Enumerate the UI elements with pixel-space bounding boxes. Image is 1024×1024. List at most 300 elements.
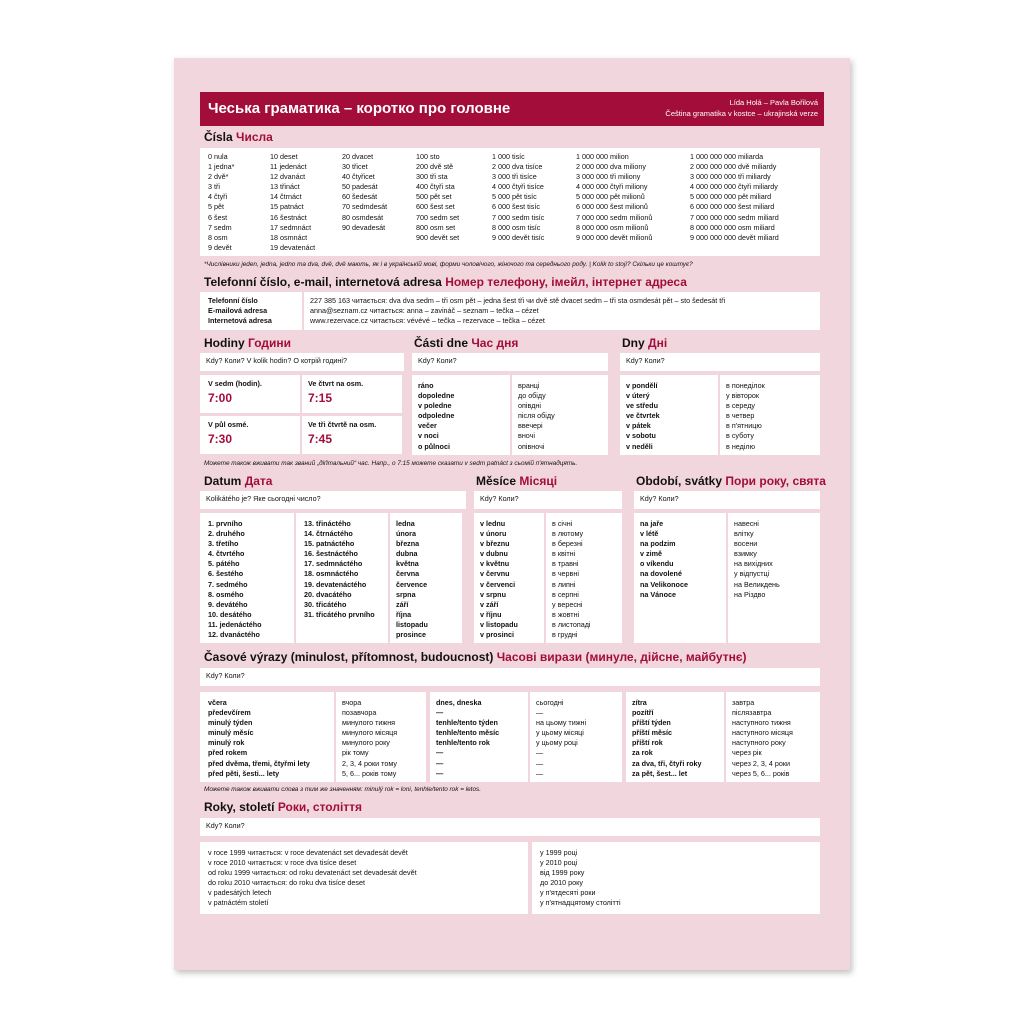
months-uk (552, 519, 591, 640)
list-item: v sobotu (626, 431, 656, 441)
seasons-heading-uk: Пори року, свята (725, 474, 826, 488)
list-item: у п'ятдесяті роки (540, 888, 596, 898)
list-item: взимку (734, 549, 757, 559)
list-item: 10 deset (270, 152, 298, 161)
days-heading (622, 336, 667, 350)
list-item: 4 čtyři (208, 192, 228, 202)
list-item: února (396, 529, 416, 539)
list-item: 11 jedenáct (270, 162, 307, 172)
list-item: na jaře (640, 519, 664, 528)
list-item: 3 tři (208, 182, 220, 192)
list-item: v neděli (626, 441, 653, 451)
list-item: в квітні (552, 549, 576, 559)
list-item: — (536, 768, 544, 778)
list-item: 16. šestnáctého (304, 549, 358, 559)
list-item: včera (208, 698, 227, 707)
list-item: 5 000 pět tisíc (492, 192, 537, 202)
list-item: — (436, 768, 444, 778)
list-item: 15 patnáct (270, 202, 304, 212)
dayparts-question: Kdy? Коли? (412, 353, 608, 371)
list-item: 90 devadesát (342, 222, 386, 232)
list-item: v lednu (480, 519, 506, 528)
list-item: v létě (640, 529, 659, 539)
list-item: 1 000 000 000 miliarda (690, 152, 764, 161)
dates-heading-cz: Datum (204, 474, 242, 488)
list-item: — (436, 758, 444, 768)
numbers-col (270, 152, 315, 253)
dates-col3 (396, 519, 428, 640)
list-item: 900 devět set (416, 232, 460, 242)
months-heading-uk: Місяці (519, 474, 558, 488)
list-item: 17 sedmnáct (270, 222, 312, 232)
months-question: Kdy? Коли? (474, 491, 622, 509)
list-item: předevčírem (208, 708, 251, 718)
sheet-authors (665, 97, 818, 119)
timeexpr-future-cz (632, 698, 702, 779)
list-item: 600 šest set (416, 202, 455, 212)
list-item: na dovolené (640, 569, 682, 579)
list-item: 9. devátého (208, 599, 248, 609)
dates-col1 (208, 519, 262, 640)
list-item: у п'ятнадцятому столітті (540, 898, 621, 908)
list-item: 1 000 000 milion (576, 152, 629, 161)
list-item: на цьому тижні (536, 718, 587, 728)
list-item: listopadu (396, 619, 428, 629)
list-item: večer (418, 421, 437, 431)
years-heading (204, 800, 362, 814)
list-item: від 1999 року (540, 868, 585, 878)
list-item: до 2010 року (540, 878, 583, 888)
list-item: через 2, 3, 4 роки (732, 758, 791, 768)
book-line: Čeština gramatika v kostce – ukrajinská verze (665, 109, 818, 118)
months-heading-cz: Měsíce (476, 474, 517, 488)
list-item: minulý týden (208, 718, 253, 728)
list-item: — (436, 748, 444, 758)
list-item: pozítří (632, 708, 654, 718)
list-item: наступного року (732, 738, 786, 748)
dates-heading-uk: Дата (244, 474, 273, 488)
list-item: через рік (732, 748, 762, 758)
days-heading-uk: Дні (648, 336, 668, 350)
list-item: 30 třicet (342, 162, 368, 172)
list-item: června (396, 569, 420, 579)
phone-values-box (304, 292, 820, 330)
list-item: 6 000 000 000 šest miliard (690, 202, 775, 212)
list-item: 1 000 tisíc (492, 152, 525, 161)
list-item: 2 000 000 dva miliony (576, 162, 646, 172)
list-item: v dubnu (480, 549, 508, 559)
list-item: ve středu (626, 401, 658, 411)
timeexpr-future-uk-box (726, 692, 820, 782)
list-item: наступного тижня (732, 718, 791, 728)
list-item: v roce 2010 читається: v roce dva tisíce deset (208, 858, 357, 868)
hours-heading-uk: Години (248, 336, 292, 350)
dayparts-uk (518, 381, 555, 452)
list-item: 3 000 000 000 tři miliardy (690, 172, 771, 182)
list-item: 15. patnáctého (304, 539, 355, 549)
list-item: tenhle/tento měsíc (436, 728, 500, 738)
list-item: minulý rok (208, 738, 245, 748)
list-item: 4 000 000 čtyři miliony (576, 182, 648, 192)
list-item: в серпні (552, 589, 579, 599)
list-item: — (436, 708, 444, 718)
list-item: 13 třináct (270, 182, 300, 192)
list-item: в червні (552, 569, 579, 579)
years-cz (208, 848, 417, 909)
dates-question: Kolikátého je? Яке сьогодні число? (200, 491, 466, 509)
list-item: 8 000 000 osm milionů (576, 222, 649, 232)
list-item: 8 000 osm tisíc (492, 222, 541, 232)
numbers-heading (204, 130, 273, 144)
list-item: восени (734, 539, 758, 549)
list-item: 6 000 000 šest milionů (576, 202, 648, 212)
list-item: 9 000 devět tisíc (492, 232, 545, 242)
list-item: ráno (418, 381, 434, 390)
list-item: července (396, 579, 428, 589)
list-item: 5 000 000 pět milionů (576, 192, 645, 202)
list-item: v poledne (418, 401, 452, 411)
timeexpr-past-cz (208, 698, 310, 779)
hours-cell-time: 7:30 (208, 432, 233, 446)
list-item: 40 čtyřicet (342, 172, 375, 182)
list-item: 5, 6... років тому (342, 768, 397, 778)
list-item: вранці (518, 381, 540, 390)
phone-labels-box (200, 292, 302, 330)
days-uk (726, 381, 765, 452)
list-item: 9 devět (208, 242, 232, 252)
timeexpr-present-cz-box (430, 692, 528, 782)
seasons-heading (636, 474, 826, 488)
list-item: v květnu (480, 559, 510, 569)
list-item: в січні (552, 519, 573, 528)
list-item: після обіду (518, 411, 555, 421)
list-item: Internetová adresa (208, 316, 272, 326)
list-item: příští týden (632, 718, 671, 728)
list-item: v srpnu (480, 589, 506, 599)
months-uk-box (546, 513, 622, 643)
list-item: v únoru (480, 529, 507, 539)
list-item: в листопаді (552, 619, 591, 629)
list-item: 2 000 000 000 dvě miliardy (690, 162, 777, 172)
list-item: Telefonní číslo (208, 296, 258, 305)
list-item: вночі (518, 431, 535, 441)
list-item: v prosinci (480, 630, 514, 640)
list-item: minulý měsíc (208, 728, 254, 738)
numbers-box (200, 148, 820, 256)
list-item: 3 000 000 tři miliony (576, 172, 641, 182)
dayparts-heading-cz: Části dne (414, 336, 469, 350)
list-item: у цьому місяці (536, 728, 584, 738)
list-item: 4 000 000 000 čtyři miliardy (690, 182, 778, 192)
sheet-header (200, 92, 824, 126)
list-item: příští měsíc (632, 728, 672, 738)
list-item: минулого місяця (342, 728, 398, 738)
author-line: Lída Holá – Pavla Bořilová (729, 98, 818, 107)
timeexpr-heading-uk: Часові вирази (минуле, дійсне, майбутнє) (496, 650, 747, 664)
list-item: na Velikonoce (640, 579, 688, 589)
list-item: 7 sedm (208, 222, 232, 232)
list-item: на Великдень (734, 579, 780, 589)
list-item: 14. čtrnáctého (304, 529, 353, 539)
list-item: v pondělí (626, 381, 658, 390)
list-item: 30. třicátého (304, 599, 347, 609)
hours-cell (200, 416, 300, 454)
list-item: odpoledne (418, 411, 455, 421)
list-item: v září (480, 599, 499, 609)
dates-heading (204, 474, 272, 488)
dayparts-uk-box (512, 375, 608, 455)
list-item: в березні (552, 539, 583, 549)
list-item: 14 čtrnáct (270, 192, 302, 202)
list-item: в четвер (726, 411, 755, 421)
hours-cell-time: 7:00 (208, 391, 233, 405)
list-item: 20. dvacátého (304, 589, 352, 599)
numbers-col (416, 152, 459, 243)
list-item: навесні (734, 519, 759, 528)
list-item: za rok (632, 748, 653, 758)
list-item: od roku 1999 читається: od roku devatenáct set devadesát devět (208, 868, 417, 878)
timeexpr-question: Kdy? Коли? (200, 668, 820, 686)
hours-question: Kdy? Коли? V kolik hodin? О котрій годині? (200, 353, 404, 371)
sheet-title: Чеська граматика – коротко про головне (208, 100, 511, 117)
list-item: anna@seznam.cz читається: anna – zavináč – seznam – tečka – cézet (310, 306, 539, 316)
list-item: в суботу (726, 431, 755, 441)
list-item: в грудні (552, 630, 578, 640)
list-item: 13. třináctého (304, 519, 351, 528)
list-item: 8 osm (208, 232, 228, 242)
years-question: Kdy? Коли? (200, 818, 820, 836)
list-item: в липні (552, 579, 576, 589)
list-item: 12 dvanáct (270, 172, 306, 182)
list-item: влітку (734, 529, 754, 539)
list-item: 2 dvě* (208, 172, 229, 182)
hours-cell (302, 375, 402, 413)
timeexpr-present-uk (536, 698, 586, 779)
list-item: через 5, 6... років (732, 768, 790, 778)
grammar-sheet (174, 58, 850, 970)
days-cz (626, 381, 660, 452)
dayparts-cz (418, 381, 454, 452)
list-item: prosince (396, 630, 426, 640)
list-item: — (536, 748, 544, 758)
list-item: 20 dvacet (342, 152, 374, 161)
phone-heading-uk: Номер телефону, імейл, інтернет адреса (445, 275, 687, 289)
list-item: www.rezervace.cz читається: vévévé – tečka – rezervace – tečka – cézet (310, 316, 545, 326)
years-heading-cz: Roky, století (204, 800, 275, 814)
dayparts-heading-uk: Час дня (471, 336, 519, 350)
hours-heading (204, 336, 291, 350)
hours-cell-label: V sedm (hodin). (208, 379, 262, 388)
list-item: 7 000 000 000 sedm miliard (690, 212, 779, 222)
list-item: v roce 1999 читається: v roce devatenáct set devadesát devět (208, 848, 408, 857)
days-question: Kdy? Коли? (620, 353, 820, 371)
list-item: v patnáctém století (208, 898, 269, 908)
time-note: Можете також вживати так званий „діґітальний“ час. Напр., о 7:15 можете сказати v sedm patnáct з сьомій п'ятнадцять. (204, 460, 578, 467)
list-item: 50 padesát (342, 182, 378, 192)
hours-cell-label: Ve tři čtvrtě na osm. (308, 420, 377, 429)
list-item: příští rok (632, 738, 663, 748)
list-item: 2, 3, 4 роки тому (342, 758, 397, 768)
list-item: 500 pět set (416, 192, 452, 202)
list-item: v pátek (626, 421, 651, 431)
list-item: 6. šestého (208, 569, 244, 579)
list-item: E-mailová adresa (208, 306, 268, 316)
timeexpr-note: Можете також вживати слова з тим же значенням: minulý rok = loni, tenhle/tento rok = letos. (204, 786, 481, 793)
list-item: zítra (632, 698, 647, 707)
list-item: в понеділок (726, 381, 765, 390)
months-cz-box (474, 513, 544, 643)
list-item: у 2010 році (540, 858, 578, 868)
months-cz (480, 519, 518, 640)
list-item: v padesátých letech (208, 888, 272, 898)
list-item: v zimě (640, 549, 662, 559)
seasons-heading-cz: Období, svátky (636, 474, 723, 488)
seasons-uk-box (728, 513, 820, 643)
list-item: ledna (396, 519, 415, 528)
years-uk (540, 848, 621, 909)
list-item: 700 sedm set (416, 212, 460, 222)
dayparts-cz-box (412, 375, 510, 455)
list-item: 70 sedmdesát (342, 202, 388, 212)
timeexpr-heading-cz: Časové výrazy (minulost, přítomnost, budoucnost) (204, 650, 494, 664)
list-item: tenhle/tento týden (436, 718, 498, 728)
hours-cell-label: Ve čtvrt na osm. (308, 379, 364, 388)
seasons-cz-box (634, 513, 726, 643)
list-item: 5 pět (208, 202, 224, 212)
timeexpr-heading (204, 650, 746, 664)
timeexpr-future-cz-box (626, 692, 724, 782)
seasons-cz (640, 519, 688, 600)
days-heading-cz: Dny (622, 336, 645, 350)
hours-heading-cz: Hodiny (204, 336, 245, 350)
list-item: za pět, šest... let (632, 768, 688, 778)
timeexpr-past-cz-box (200, 692, 334, 782)
list-item: в жовтні (552, 609, 580, 619)
list-item: в лютому (552, 529, 584, 539)
seasons-uk (734, 519, 780, 600)
list-item: рік тому (342, 748, 369, 758)
list-item: v listopadu (480, 619, 518, 629)
list-item: v úterý (626, 391, 650, 401)
list-item: tenhle/tento rok (436, 738, 490, 748)
list-item: 18. osmnáctého (304, 569, 359, 579)
list-item: května (396, 559, 419, 569)
list-item: 9 000 000 000 devět miliard (690, 232, 779, 242)
list-item: у цьому році (536, 738, 578, 748)
list-item: 12. dvanáctého (208, 630, 260, 640)
list-item: října (396, 609, 412, 619)
list-item: 60 šedesát (342, 192, 378, 202)
list-item: сьогодні (536, 698, 564, 707)
numbers-heading-uk: Числа (236, 130, 273, 144)
list-item: до обіду (518, 391, 546, 401)
list-item: o půlnoci (418, 441, 450, 451)
list-item: před rokem (208, 748, 248, 758)
list-item: 4 000 čtyři tisíce (492, 182, 544, 192)
list-item: 3 000 tři tisíce (492, 172, 537, 182)
list-item: у вересні (552, 599, 583, 609)
years-cz-box (200, 842, 528, 914)
list-item: опівночі (518, 441, 545, 451)
list-item: do roku 2010 читається: do roku dva tisíce deset (208, 878, 366, 888)
list-item: 800 osm set (416, 222, 456, 232)
list-item: у 1999 році (540, 848, 578, 857)
list-item: dnes, dneska (436, 698, 482, 707)
list-item: в неділю (726, 441, 755, 451)
list-item: 1. prvního (208, 519, 243, 528)
list-item: 6 šest (208, 212, 228, 222)
timeexpr-past-uk-box (336, 692, 426, 782)
hours-cell (302, 416, 402, 454)
list-item: — (536, 708, 544, 718)
list-item: září (396, 599, 409, 609)
list-item: завтра (732, 698, 755, 707)
list-item: 7. sedmého (208, 579, 248, 589)
list-item: ve čtvrtek (626, 411, 660, 421)
list-item: v červnu (480, 569, 510, 579)
list-item: минулого тижня (342, 718, 396, 728)
list-item: 4. čtvrtého (208, 549, 245, 559)
list-item: 11. jedenáctého (208, 619, 262, 629)
seasons-question: Kdy? Коли? (634, 491, 820, 509)
list-item: 2. druhého (208, 529, 245, 539)
list-item: 3. třetího (208, 539, 239, 549)
hours-cell-label: V půl osmé. (208, 420, 249, 429)
list-item: опівдні (518, 401, 541, 411)
numbers-col (690, 152, 779, 243)
numbers-col (342, 152, 387, 233)
list-item: 19 devatenáct (270, 242, 316, 252)
list-item: 5. pátého (208, 559, 240, 569)
list-item: v říjnu (480, 609, 502, 619)
numbers-col (576, 152, 652, 243)
list-item: v červenci (480, 579, 516, 589)
list-item: v březnu (480, 539, 510, 549)
hours-cell (200, 375, 300, 413)
list-item: 5 000 000 000 pět miliard (690, 192, 772, 202)
days-cz-box (620, 375, 718, 455)
list-item: března (396, 539, 420, 549)
list-item: 7 000 000 sedm milionů (576, 212, 653, 222)
list-item: na Vánoce (640, 589, 676, 599)
list-item: na podzim (640, 539, 676, 549)
numbers-footnote: *Числівники jeden, jedna, jedno та dva, dvě, dvě мають, як і в українській мові, форми чоловічого, жіночого та середнього роду. | Kolik to stojí? Скільки це коштує? (204, 261, 693, 268)
list-item: на Різдво (734, 589, 766, 599)
list-item: dubna (396, 549, 418, 559)
days-uk-box (720, 375, 820, 455)
timeexpr-past-uk (342, 698, 397, 779)
list-item: 100 sto (416, 152, 440, 161)
list-item: 200 dvě stě (416, 162, 454, 172)
list-item: на вихідних (734, 559, 773, 569)
list-item: наступного місяця (732, 728, 793, 738)
list-item: у відпустці (734, 569, 770, 579)
dates-col1-box (200, 513, 294, 643)
list-item: минулого року (342, 738, 390, 748)
list-item: před pěti, šesti... lety (208, 768, 280, 778)
list-item: před dvěma, třemi, čtyřmi lety (208, 758, 310, 768)
numbers-heading-cz: Čísla (204, 130, 233, 144)
years-uk-box (532, 842, 820, 914)
list-item: — (536, 758, 544, 768)
years-heading-uk: Роки, століття (277, 800, 363, 814)
dayparts-heading (414, 336, 518, 350)
phone-heading-cz: Telefonní číslo, e-mail, internetová adresa (204, 275, 442, 289)
numbers-col (208, 152, 234, 253)
list-item: srpna (396, 589, 416, 599)
list-item: 1 jedna* (208, 162, 235, 172)
list-item: ввечері (518, 421, 543, 431)
